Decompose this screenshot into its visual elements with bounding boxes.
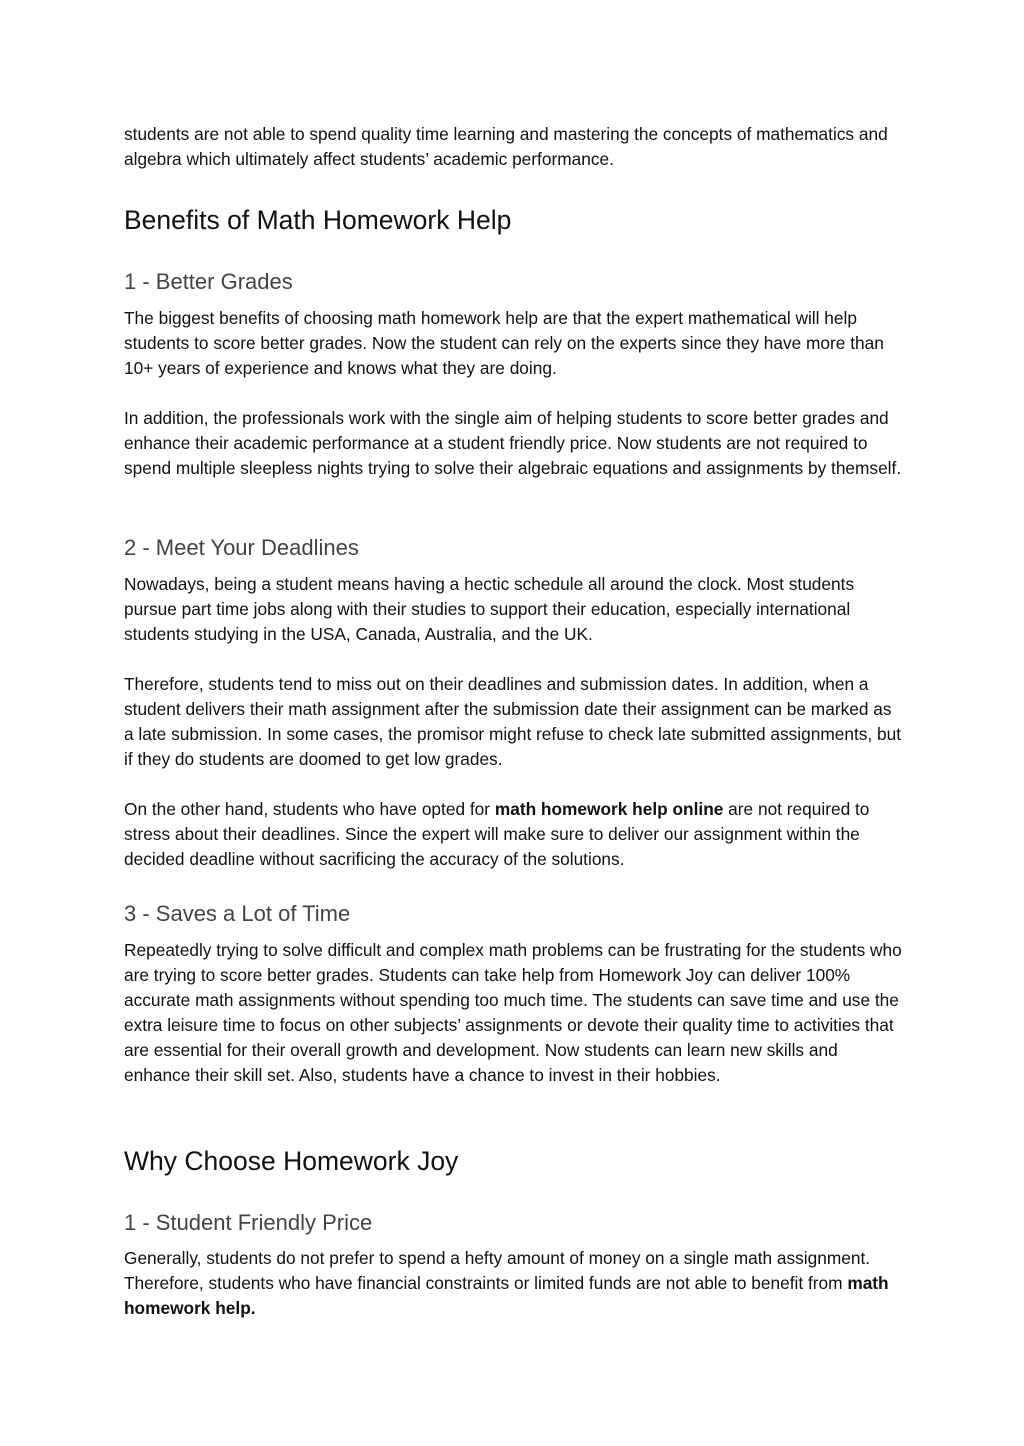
intro-paragraph: students are not able to spend quality time learning and mastering the concepts of mathematics and algebra which ultimately affect students’ academic performance. [124, 124, 888, 169]
subheading-saves-time: 3 - Saves a Lot of Time [124, 901, 351, 926]
paragraph-better-grades-2: In addition, the professionals work with the single aim of helping students to score better grades and enhance their academic performance at a student friendly price. Now students are not required to spend multiple sleepless nights trying to solve their algebraic equations and assignments by themself. [124, 408, 902, 478]
section-heading-benefits: Benefits of Math Homework Help [124, 205, 512, 235]
paragraph-deadlines-1: Nowadays, being a student means having a hectic schedule all around the clock. Most students pursue part time jobs along with their studies to support their education, especially international students studying in the USA, Canada, Australia, and the UK. [124, 574, 855, 644]
keyword-math-homework-help: math homework help. [124, 1273, 889, 1318]
paragraph-price-text-before: Generally, students do not prefer to spend a hefty amount of money on a single math assignment. Therefore, students who have financial constraints or limited funds are not able to benefit from [124, 1248, 871, 1293]
paragraph-saves-time: Repeatedly trying to solve difficult and complex math problems can be frustrating for the students who are trying to score better grades. Students can take help from Homework Joy can deliver 100% accurate math assignments without spending too much time. The students can save time and use the extra leisure time to focus on other subjects’ assignments or devote their quality time to activities that are essential for their overall growth and development. Now students can learn new skills and enhance their skill set. Also, students have a chance to invest in their hobbies. [124, 940, 902, 1085]
paragraph-student-friendly-price [124, 1246, 904, 1321]
paragraph-deadlines-3 [124, 797, 904, 872]
section-heading-why-choose: Why Choose Homework Joy [124, 1146, 459, 1176]
subheading-student-friendly-price: 1 - Student Friendly Price [124, 1210, 373, 1235]
paragraph-deadlines-3-text-before: On the other hand, students who have opted for [124, 799, 495, 819]
keyword-math-homework-help-online: math homework help online [494, 799, 724, 819]
subheading-better-grades: 1 - Better Grades [124, 269, 293, 294]
paragraph-better-grades-1: The biggest benefits of choosing math homework help are that the expert mathematical will help students to score better grades. Now the student can rely on the experts since they have more than 10+ years of experience and knows what they are doing. [124, 308, 884, 378]
paragraph-deadlines-3-text-after: are not required to stress about their deadlines. Since the expert will make sure to deliver our assignment within the decided deadline without sacrificing the accuracy of the solutions. [124, 799, 870, 869]
subheading-meet-deadlines: 2 - Meet Your Deadlines [124, 535, 359, 560]
paragraph-deadlines-2: Therefore, students tend to miss out on their deadlines and submission dates. In addition, when a student delivers their math assignment after the submission date their assignment can be marked as a late submission. In some cases, the promisor might refuse to check late submitted assignments, but if they do students are doomed to get low grades. [124, 674, 902, 769]
